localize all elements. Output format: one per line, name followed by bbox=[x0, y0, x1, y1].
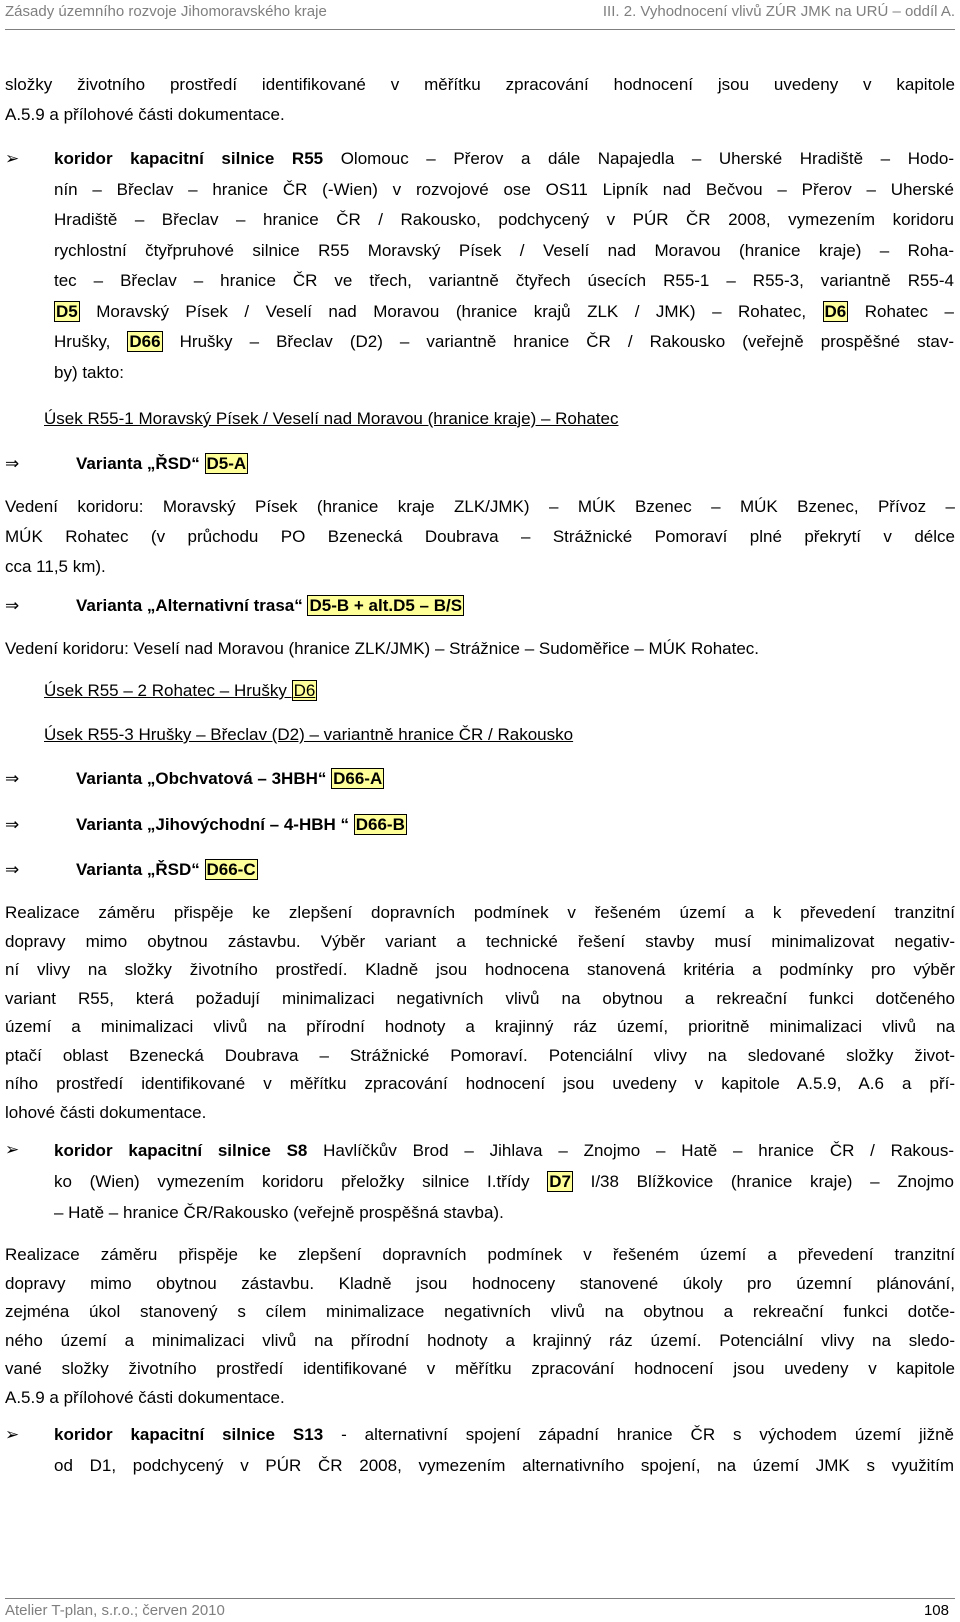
tag-d66-c: D66-C bbox=[206, 860, 256, 879]
bullet-arrowhead-icon: ➢ bbox=[5, 1140, 20, 1159]
tag-d66-b: D66-B bbox=[355, 815, 405, 834]
double-arrow-icon: ⇒ bbox=[5, 769, 20, 789]
tag-d5-b: D5-B + alt.D5 – B/S bbox=[309, 596, 463, 615]
section-usek-r55-2: Úsek R55 – 2 Rohatec – Hrušky D6 bbox=[44, 681, 316, 700]
bullet-arrowhead-icon: ➢ bbox=[5, 149, 20, 168]
tag-d5: D5 bbox=[56, 301, 78, 321]
assessment-paragraph-r55: Realizace záměru přispěje ke zlepšení dopravních podmínek v řešeném území a k převedení tranzitní dopravy mimo obytnou zástavbu. Výběr variant a technické řešení stavby musí minimalizovat negativ- ní vlivy na složky životního prostředí. Kladně jsou hodnocena stanovená kritéria a podmínky pro výběr variant R55, která požadují minimalizaci negativních vlivů na obytnou a rekreační funkci dotčeného území a minimalizaci vlivů na přírodní hodnoty a krajinný ráz území, prioritně minimalizaci vlivů na ptačí oblast Bzenecká Doubrava – Strážnické Pomoraví. Potenciální vlivy na sledované složky život- ního prostředí identifikované v měřítku zpracování hodnocení jsou uvedeny v kapitole A.5.9, A.6 a pří- lohové části dokumentace. bbox=[5, 903, 955, 1122]
double-arrow-icon: ⇒ bbox=[5, 596, 20, 616]
tag-d66: D66 bbox=[129, 332, 161, 351]
header-section-title: III. 2. Vyhodnocení vlivů ZÚR JMK na URÚ – oddíl A. bbox=[602, 3, 955, 20]
section-usek-r55-3: Úsek R55-3 Hrušky – Břeclav (D2) – variantně hranice ČR / Rakousko bbox=[44, 725, 574, 744]
section-usek-r55-1: Úsek R55-1 Moravský Písek / Veselí nad Moravou (hranice kraje) – Rohatec bbox=[44, 409, 619, 428]
double-arrow-icon: ⇒ bbox=[5, 860, 20, 880]
header-doc-title: Zásady územního rozvoje Jihomoravského kraje bbox=[5, 3, 327, 20]
route-description-1: Vedení koridoru: Moravský Písek (hranice kraje ZLK/JMK) – MÚK Bzenec – MÚK Bzenec, Přívoz – MÚK Rohatec (v průchodu PO Bzenecká Doubrava – Strážnické Pomoraví plné překrytí v délce cca 11,5 km). bbox=[5, 497, 955, 576]
double-arrow-icon: ⇒ bbox=[5, 454, 20, 474]
bullet-arrowhead-icon: ➢ bbox=[5, 1425, 20, 1444]
tag-d6: D6 bbox=[824, 301, 847, 321]
double-arrow-icon: ⇒ bbox=[5, 815, 20, 835]
route-description-2: Vedení koridoru: Veselí nad Moravou (hranice ZLK/JMK) – Strážnice – Sudoměřice – MÚK Rohatec. bbox=[5, 639, 760, 658]
tag-d5-a: D5-A bbox=[206, 454, 247, 473]
page-number: 108 bbox=[923, 1602, 949, 1619]
page-header bbox=[5, 0, 955, 30]
assessment-paragraph-s8: Realizace záměru přispěje ke zlepšení dopravních podmínek v řešeném území a převedení tranzitní dopravy mimo obytnou zástavbu. Kladně jsou hodnoceny stanovené úkoly pro územní plánování, zejména úkol stanovený s cílem minimalizace negativních vlivů na obytnou a rekreační funkci dotče- ného území a minimalizaci vlivů na přírodní hodnoty a krajinný ráz území. Potenciální vlivy na sledo- vané složky životního prostředí identifikované v měřítku zpracování hodnocení jsou uvedeny v kapitole A.5.9 a přílohové části dokumentace. bbox=[5, 1245, 955, 1407]
tag-d7: D7 bbox=[549, 1172, 571, 1191]
intro-paragraph: složky životního prostředí identifikované v měřítku zpracování hodnocení jsou uvedeny v kapitole A.5.9 a přílohové části dokumentace. bbox=[5, 75, 955, 124]
tag-d66-a: D66-A bbox=[333, 769, 383, 788]
footer-author: Atelier T-plan, s.r.o.; červen 2010 bbox=[5, 1602, 225, 1619]
tag-d6-usek: D6 bbox=[293, 681, 316, 700]
page-footer bbox=[5, 1598, 955, 1621]
